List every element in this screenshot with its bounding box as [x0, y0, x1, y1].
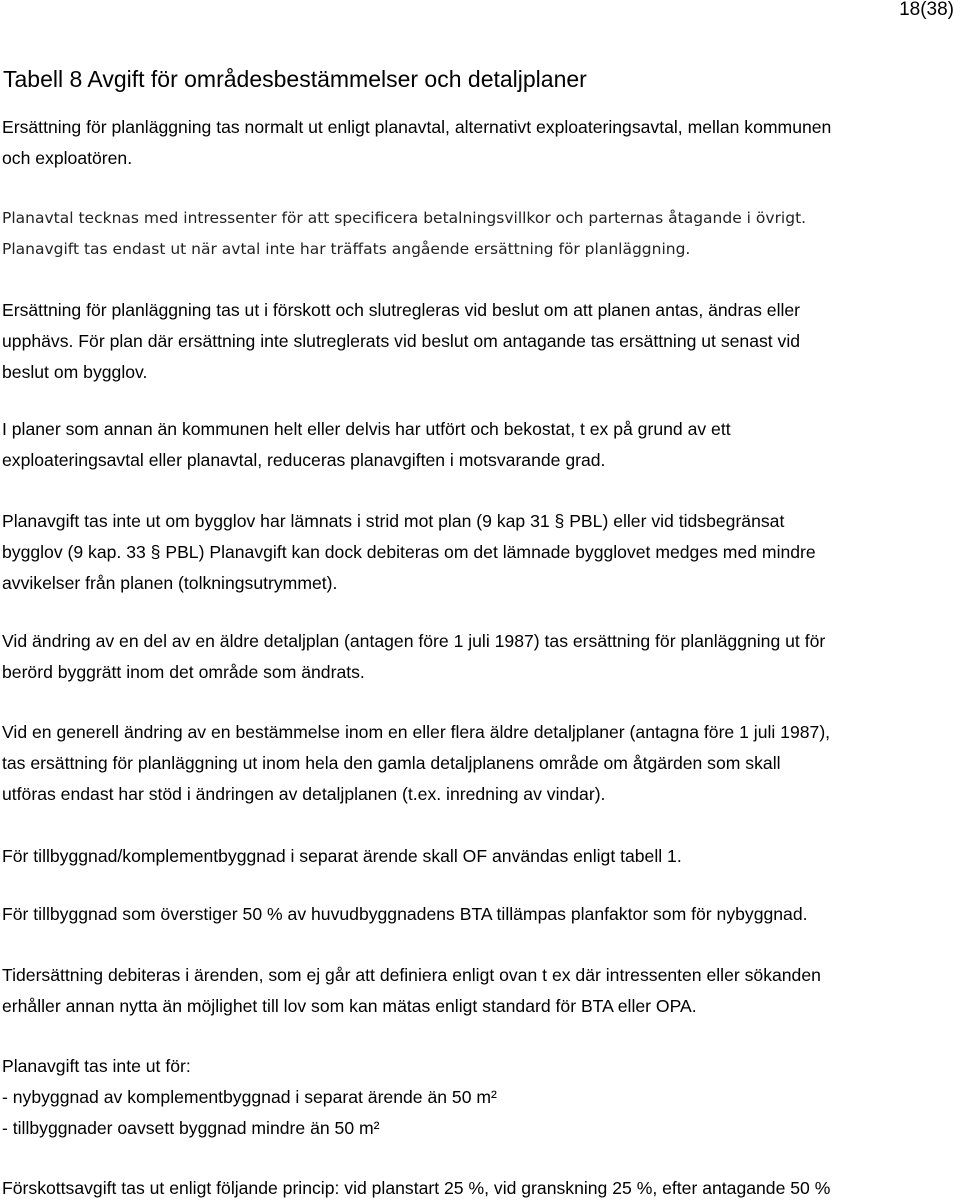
paragraph-generell-andring [2, 717, 957, 810]
paragraph-forskottsavgift [2, 1173, 957, 1204]
text-line: avvikelser från planen (tolkningsutrymmet). [2, 573, 338, 593]
paragraph-tillbyggnad-of [2, 841, 957, 872]
text-line: Tidersättning debiteras i ärenden, som ej går att definiera enligt ovan t ex där intressenten eller sökanden [2, 965, 821, 985]
text-line: Ersättning för planläggning tas normalt ut enligt planavtal, alternativt exploateringsavtal, mellan kommunen [2, 117, 832, 137]
text-line: erhåller annan nytta än möjlighet till lov som kan mätas enligt standard för BTA eller OPA. [2, 996, 697, 1016]
paragraph-tidersattning [2, 960, 957, 1022]
section-heading: Tabell 8 Avgift för områdesbestämmelser och detaljplaner [3, 66, 587, 92]
paragraph-planavtal-intro [2, 112, 957, 174]
text-line: Planavtal tecknas med intressenter för att specificera betalningsvillkor och parternas åtagande i övrigt. [2, 209, 807, 227]
text-line: bygglov (9 kap. 33 § PBL) Planavgift kan dock debiteras om det lämnade bygglovet medges med mindre [2, 542, 816, 562]
text-line: Ersättning för planläggning tas ut i förskott och slutregleras vid beslut om att planen antas, ändras eller [2, 300, 801, 320]
text-line: Planavgift tas inte ut om bygglov har lämnats i strid mot plan (9 kap 31 § PBL) eller vid tidsbegränsat [2, 511, 785, 531]
text-line: Planavgift tas endast ut när avtal inte har träffats angående ersättning för planläggning. [2, 240, 691, 258]
text-line: upphävs. För plan där ersättning inte slutreglerats vid beslut om antagande tas ersättning ut senast vid [2, 331, 801, 351]
text-line: tas ersättning för planläggning ut inom hela den gamla detaljplanens område om åtgärden som skall [2, 753, 781, 773]
text-line: Förskottsavgift tas ut enligt följande princip: vid planstart 25 %, vid granskning 25 %, efter antagande 50 % [2, 1178, 831, 1198]
text-line: berörd byggrätt inom det område som ändrats. [2, 662, 365, 682]
page-number: 18(38) [899, 0, 954, 20]
text-line: För tillbyggnad/komplementbyggnad i separat ärende skall OF användas enligt tabell 1. [2, 846, 682, 866]
paragraph-planavtal-intressenter [2, 203, 957, 265]
text-line: För tillbyggnad som överstiger 50 % av huvudbyggnadens BTA tillämpas planfaktor som för nybyggnad. [2, 904, 808, 924]
text-line: beslut om bygglov. [2, 362, 148, 382]
text-line: exploateringsavtal eller planavtal, reduceras planavgiften i motsvarande grad. [2, 450, 606, 470]
paragraph-andring-del [2, 626, 957, 688]
text-line: Vid en generell ändring av en bestämmelse inom en eller flera äldre detaljplaner (antagna före 1 juli 1987), [2, 722, 831, 742]
text-line: Vid ändring av en del av en äldre detaljplan (antagen före 1 juli 1987) tas ersättning för planläggning ut för [2, 631, 826, 651]
paragraph-tillbyggnad-bta [2, 899, 957, 930]
text-line: och exploatören. [2, 148, 133, 168]
text-line: Planavgift tas inte ut för: [2, 1056, 191, 1076]
paragraph-bygglov-undantag [2, 506, 957, 599]
paragraph-reducering [2, 414, 957, 476]
list-item: - nybyggnad av komplementbyggnad i separat ärende än 50 m² [2, 1087, 497, 1107]
list-item: - tillbyggnader oavsett byggnad mindre än 50 m² [2, 1118, 380, 1138]
text-line: utföras endast har stöd i ändringen av detaljplanen (t.ex. inredning av vindar). [2, 784, 606, 804]
text-line: I planer som annan än kommunen helt eller delvis har utfört och bekostat, t ex på grund av ett [2, 419, 731, 439]
paragraph-forskott [2, 295, 957, 388]
paragraph-planavgift-undantag-lista [2, 1051, 957, 1144]
